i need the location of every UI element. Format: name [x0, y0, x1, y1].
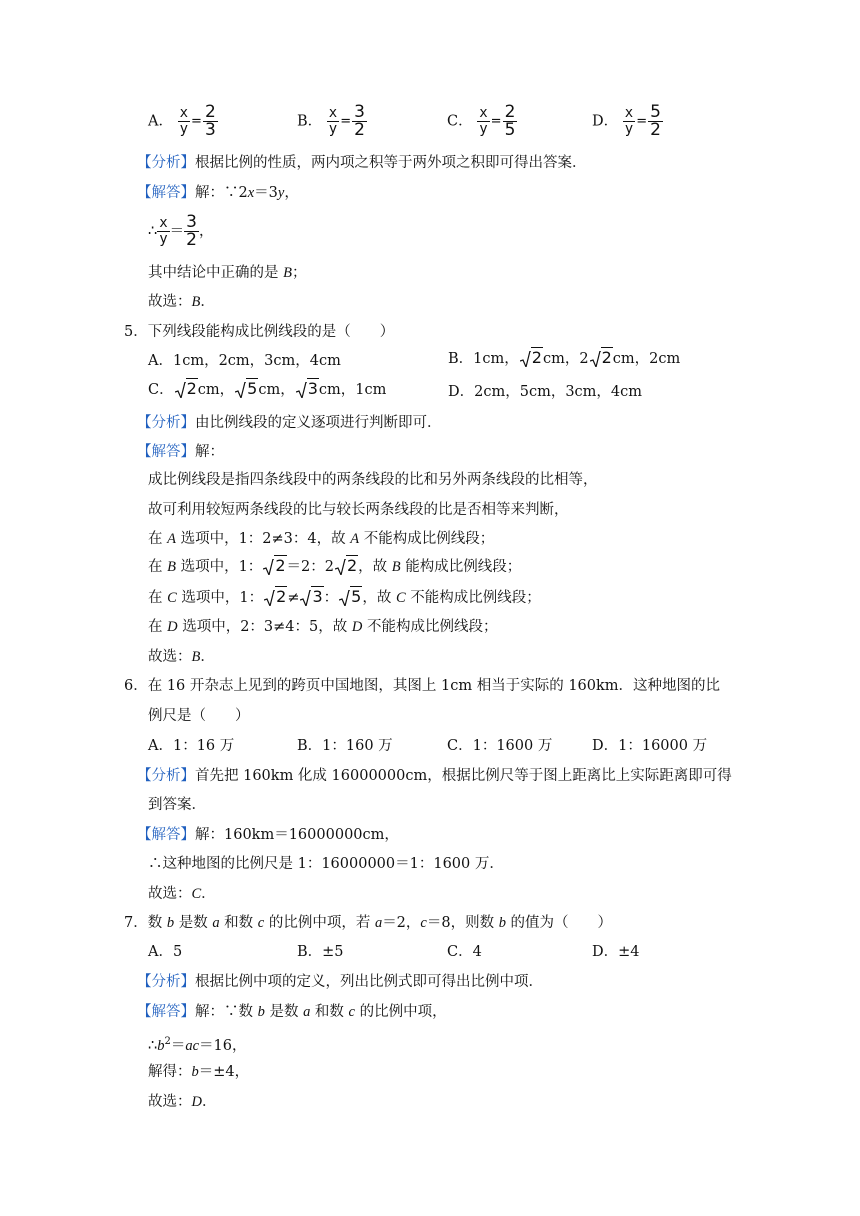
var-option: A	[167, 531, 176, 547]
var-option: A	[350, 531, 360, 547]
q4-option-c	[447, 104, 517, 139]
solution-text: ＝3	[254, 185, 278, 201]
equals-sign: =	[191, 113, 202, 129]
radicand: 3	[307, 379, 318, 398]
text: ＝2：2	[286, 559, 334, 575]
frac-num: 5	[650, 102, 661, 122]
fraction-value	[184, 214, 199, 249]
frac-den: 2	[650, 120, 661, 140]
option-text: C．	[148, 382, 174, 398]
q7-option-d: D．±4	[592, 944, 640, 960]
q5-solution-line-a	[148, 529, 494, 549]
text: ＝8，则数	[426, 915, 499, 931]
text: ，故	[358, 559, 392, 575]
sqrt-symbol	[300, 588, 323, 606]
radical-icon	[339, 590, 350, 606]
frac-den: y	[179, 121, 189, 137]
q6-option-c: C．1：1600 万	[447, 738, 553, 754]
text: ＝2，	[382, 915, 421, 931]
text: 和数	[219, 915, 258, 931]
choice-label: 故选：	[148, 886, 192, 902]
punctuation: ．	[201, 886, 216, 902]
sqrt-symbol	[590, 349, 613, 367]
var-c: c	[348, 1004, 355, 1020]
sqrt-symbol	[520, 349, 543, 367]
var-option: C	[167, 590, 177, 606]
solution-text: 解：∵2	[195, 185, 248, 201]
q6-choice	[148, 884, 216, 904]
var-option: D	[351, 619, 363, 635]
q7-solution-line-3	[148, 1062, 249, 1082]
q6-option-d: D．1：16000 万	[592, 738, 708, 754]
q5-choice	[148, 647, 215, 667]
frac-den: y	[328, 121, 338, 137]
analysis-text: 首先把 160km 化成 16000000cm，根据比例尺等于图上距离比上实际距离即可得	[195, 768, 732, 784]
q6-question-line-2: 例尺是（ ）	[148, 708, 250, 724]
var-b: b	[166, 915, 175, 931]
q6-solution-line-1: ∴这种地图的比例尺是 1：16000000＝1：1600 万．	[148, 856, 504, 872]
q7-analysis	[137, 972, 543, 992]
radical-icon	[520, 351, 531, 367]
punctuation: ．	[200, 649, 215, 665]
punctuation: ．	[201, 1094, 217, 1110]
conclusion-text: 其中结论中正确的是	[148, 265, 284, 281]
q4-option-d	[592, 104, 663, 139]
equals-sign: ＝	[170, 1037, 186, 1054]
q7-option-c: C．4	[447, 944, 482, 960]
q5-option-d: D．2cm，5cm，3cm，4cm	[448, 384, 643, 400]
text: 的比例中项，	[354, 1004, 447, 1020]
punctuation: ，	[199, 223, 214, 240]
q5-option-c	[148, 380, 386, 400]
q6-option-a: A．1：16 万	[148, 738, 235, 754]
q5-solution	[137, 442, 224, 462]
text: 能构成比例线段；	[400, 559, 522, 575]
choice-label: 故选：	[148, 649, 192, 665]
text: ＝16，	[199, 1037, 247, 1054]
solution-tag: 【解答】	[137, 444, 195, 460]
radical-icon	[235, 382, 246, 398]
frac-den: y	[479, 121, 488, 137]
text: 是数	[264, 1004, 304, 1020]
option-text: cm，	[197, 382, 235, 398]
text: 不能构成比例线段；	[362, 619, 498, 635]
text: 在	[148, 619, 168, 635]
option-text: cm，2cm	[612, 351, 681, 367]
text: 的比例中项，若	[264, 915, 375, 931]
equals-sign: =	[490, 113, 502, 129]
frac-num: x	[479, 105, 488, 121]
frac-den: 2	[354, 120, 365, 140]
text: 不能构成比例线段；	[359, 531, 495, 547]
analysis-text: 由比例线段的定义逐项进行判断即可．	[195, 415, 442, 431]
q6-analysis-cont: 到答案．	[148, 797, 206, 813]
analysis-tag: 【分析】	[137, 974, 195, 990]
frac-den: y	[624, 121, 634, 137]
q5-question: 5．下列线段能构成比例线段的是（ ）	[124, 324, 395, 340]
option-text: cm，	[258, 382, 295, 398]
colon: ：	[323, 590, 339, 606]
frac-den: 5	[504, 120, 516, 140]
frac-num: 2	[204, 102, 216, 122]
radicand: 2	[601, 348, 612, 367]
q6-option-b: B．1：160 万	[297, 738, 393, 754]
radicand: 5	[247, 379, 258, 398]
q5-option-b	[448, 349, 680, 369]
var-x: x	[247, 185, 255, 201]
equals-sign: =	[636, 113, 648, 129]
text: 不能构成比例线段；	[405, 590, 541, 606]
fraction-x-over-y	[157, 216, 169, 247]
radical-icon	[300, 590, 311, 606]
radicand: 2	[275, 556, 286, 575]
frac-num: x	[328, 105, 338, 121]
option-text: cm，1cm	[318, 382, 387, 398]
radicand: 2	[276, 587, 287, 606]
q4-conclusion	[148, 263, 306, 283]
option-text: cm，2	[542, 351, 589, 367]
text: 选项中，2：3≠4：5，故	[177, 619, 352, 635]
var-a: a	[374, 915, 383, 931]
var-b: b	[157, 1037, 165, 1054]
q7-solution	[137, 1002, 447, 1022]
radicand: 2	[531, 348, 542, 367]
q5-solution-line-d	[148, 617, 497, 637]
analysis-text: 根据比例的性质，两内项之积等于两外项之积即可得出答案．	[195, 155, 587, 171]
radical-icon	[263, 559, 274, 575]
radical-icon	[175, 382, 186, 398]
var-option: D	[167, 619, 178, 635]
choice-answer: B	[191, 649, 201, 665]
q7-solution-line-2	[148, 1032, 247, 1056]
var-c: c	[420, 915, 427, 931]
text: 的值为（ ）	[505, 915, 613, 931]
analysis-tag: 【分析】	[137, 415, 195, 431]
radical-icon	[296, 382, 307, 398]
analysis-tag: 【分析】	[137, 768, 195, 784]
q5-analysis	[137, 413, 442, 433]
solution-text: 解：	[195, 444, 224, 460]
equals-sign: =	[340, 113, 352, 129]
q5-solution-line-1: 成比例线段是指四条线段中的两条线段的比和另外两条线段的比相等，	[148, 472, 598, 488]
option-letter: A．	[148, 113, 173, 130]
sqrt-symbol	[175, 380, 198, 398]
radical-icon	[335, 559, 346, 575]
sqrt-symbol	[264, 588, 287, 606]
text: 选项中，1：	[175, 559, 263, 575]
therefore-symbol: ∴	[148, 223, 158, 240]
text: 解：∵数	[195, 1004, 258, 1020]
radical-icon	[590, 351, 601, 367]
sqrt-symbol	[339, 588, 362, 606]
q4-option-a	[148, 104, 218, 139]
sqrt-symbol	[235, 380, 258, 398]
var-b: b	[257, 1004, 265, 1020]
solution-tag: 【解答】	[137, 1004, 195, 1020]
radical-icon	[264, 590, 275, 606]
var-ac: ac	[185, 1037, 200, 1054]
q5-solution-line-2: 故可利用较短两条线段的比与较长两条线段的比是否相等来判断，	[148, 502, 569, 518]
var-b: b	[191, 1064, 199, 1080]
var-answer: B	[283, 265, 292, 281]
frac-den: y	[159, 231, 168, 247]
frac-den: 3	[204, 120, 216, 140]
exponent: 2	[164, 1036, 171, 1047]
frac-num: 2	[504, 102, 516, 122]
option-letter: D．	[592, 113, 619, 130]
option-letter: B．	[297, 113, 323, 130]
q7-option-b: B．±5	[297, 944, 344, 960]
text: ，故	[362, 590, 396, 606]
q5-option-a: A．1cm，2cm，3cm，4cm	[148, 353, 341, 369]
analysis-tag: 【分析】	[137, 155, 195, 171]
fraction-x-over-y	[623, 106, 635, 137]
solution-text: ，	[284, 185, 299, 201]
var-option: B	[391, 559, 401, 575]
fraction-x-over-y	[477, 106, 489, 137]
var-y: y	[277, 185, 285, 201]
fraction-x-over-y	[178, 106, 190, 137]
q4-solution	[137, 183, 299, 203]
sqrt-symbol	[335, 557, 358, 575]
fraction-value	[203, 104, 218, 139]
q4-analysis	[137, 153, 587, 173]
q4-therefore-line	[148, 214, 214, 249]
fraction-value	[503, 104, 518, 139]
q4-choice	[148, 292, 215, 312]
q5-solution-line-b	[148, 557, 521, 577]
therefore-symbol: ∴	[148, 1037, 158, 1054]
fraction-value	[648, 104, 663, 139]
radicand: 2	[186, 379, 197, 398]
sqrt-symbol	[296, 380, 319, 398]
text: 和数	[310, 1004, 349, 1020]
frac-num: 3	[354, 102, 365, 122]
radicand: 2	[346, 556, 358, 575]
sqrt-symbol	[263, 557, 286, 575]
q7-option-a: A．5	[148, 944, 183, 960]
text: 在	[148, 559, 168, 575]
var-option: C	[395, 590, 406, 606]
var-c: c	[257, 915, 265, 931]
radicand: 3	[312, 587, 323, 606]
q6-solution	[137, 825, 399, 845]
equals-sign: ＝	[169, 223, 185, 240]
q6-question-line-1: 6．在 16 开杂志上见到的跨页中国地图，其图上 1cm 相当于实际的 160km．这种地图的比	[124, 678, 721, 694]
frac-num: 3	[186, 212, 197, 232]
text: 选项中，1：	[176, 590, 264, 606]
text: 在	[148, 590, 168, 606]
fraction-value	[352, 104, 367, 139]
choice-answer: C	[191, 886, 202, 902]
option-text: B．1cm，	[448, 351, 519, 367]
text: 选项中，1：2≠3：4，故	[175, 531, 351, 547]
q7-question	[124, 913, 612, 933]
analysis-text: 根据比例中项的定义，列出比例式即可得出比例中项．	[195, 974, 543, 990]
q5-solution-line-c	[148, 588, 541, 608]
var-a: a	[303, 1004, 311, 1020]
punctuation: ．	[200, 294, 215, 310]
solution-text: 解：160km＝16000000cm，	[195, 827, 399, 843]
frac-den: 2	[186, 230, 197, 250]
choice-label: 故选：	[148, 294, 192, 310]
var-b: b	[498, 915, 506, 931]
q6-analysis	[137, 766, 732, 786]
text: ＝±4，	[198, 1064, 250, 1080]
text: 解得：	[148, 1064, 192, 1080]
choice-label: 故选：	[148, 1094, 192, 1110]
punctuation: ；	[291, 265, 307, 281]
choice-answer: D	[191, 1094, 202, 1110]
var-option: B	[167, 559, 176, 575]
solution-tag: 【解答】	[137, 827, 195, 843]
solution-tag: 【解答】	[137, 185, 195, 201]
not-equal-sign: ≠	[287, 590, 300, 606]
text: 是数	[174, 915, 213, 931]
radicand: 5	[351, 587, 362, 606]
q7-choice	[148, 1092, 216, 1112]
fraction-x-over-y	[327, 106, 339, 137]
text: 在	[148, 531, 168, 547]
frac-num: x	[624, 105, 634, 121]
choice-answer: B	[191, 294, 201, 310]
frac-num: x	[179, 105, 189, 121]
option-letter: C．	[447, 113, 473, 130]
frac-num: x	[159, 215, 168, 231]
q4-option-b	[297, 104, 367, 139]
var-a: a	[212, 915, 220, 931]
text: 7．数	[124, 915, 167, 931]
